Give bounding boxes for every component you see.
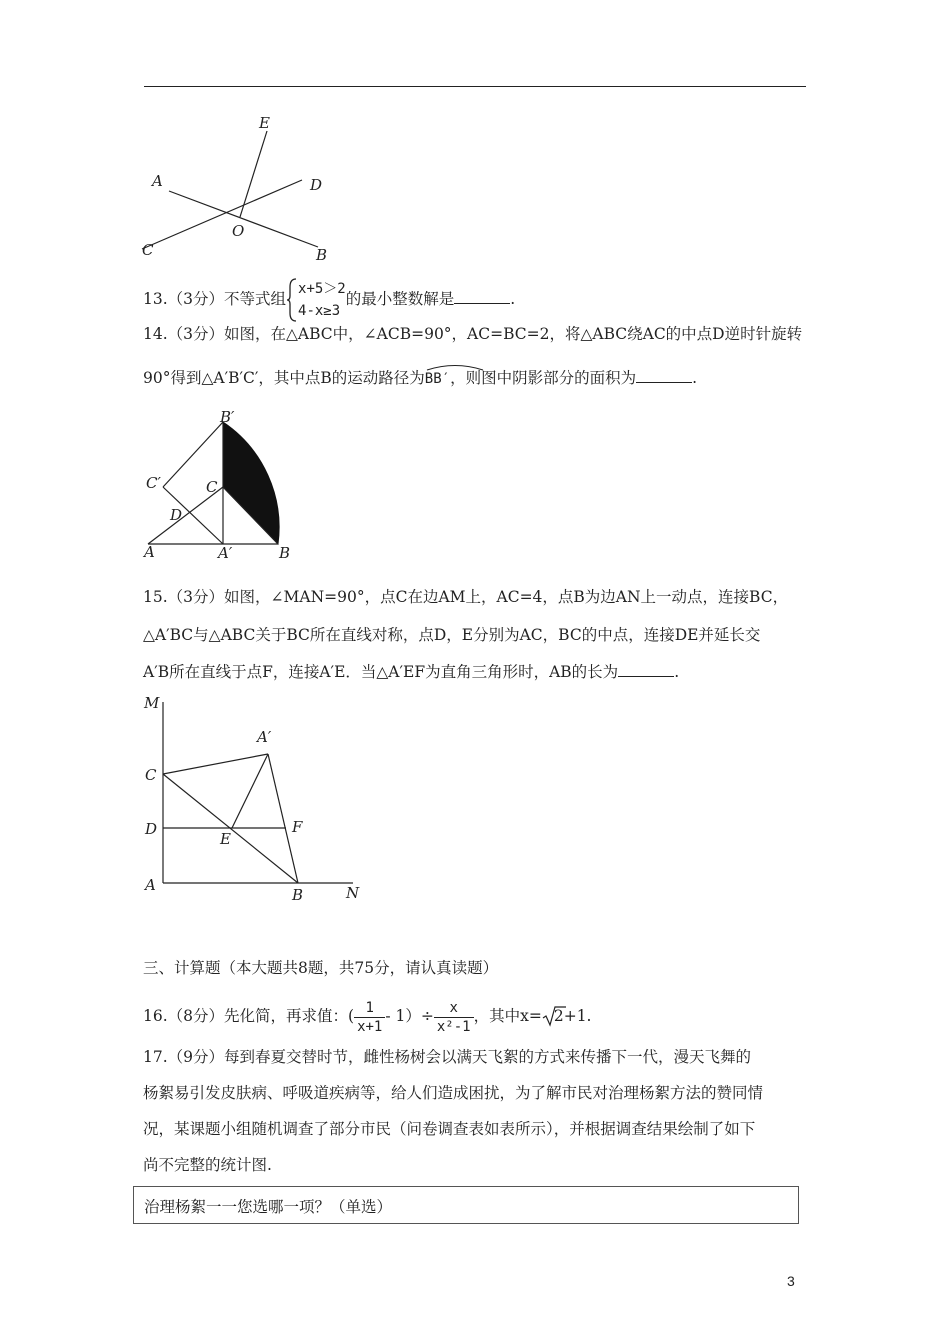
- fraction-2: [434, 999, 474, 1036]
- label-A: A: [145, 876, 156, 894]
- fraction-2-den: x²-1: [436, 1018, 471, 1035]
- q17-line2: 杨絮易引发皮肤病、呼吸道疾病等，给人们造成困扰，为了解市民对治理杨絮方法的赞同情: [143, 1084, 764, 1102]
- segment-c-ap: [163, 754, 268, 774]
- fraction-1-num: 1: [354, 999, 385, 1018]
- label-E: E: [220, 830, 231, 848]
- sqrt-expression: [542, 994, 564, 1038]
- fraction-1-den: x+1: [357, 1018, 383, 1035]
- q15-text: A′B所在直线于点F，连接A′E．当△A′EF为直角三角形时，AB的长为: [143, 663, 619, 681]
- header-rule: [144, 86, 806, 87]
- label-D: D: [145, 820, 158, 838]
- q13-suffix: 的最小整数解是: [345, 290, 455, 308]
- label-C: C: [142, 241, 154, 259]
- q15-line2: △A′BC与△ABC关于BC所在直线对称，点D，E分别为AC，BC的中点，连接DE并延长交: [143, 626, 761, 644]
- arc-bb: [425, 369, 450, 389]
- q16-prefix: 16.（8分）先化简，再求值：(: [143, 1007, 355, 1025]
- brace-icon: [286, 277, 298, 323]
- label-Aprime: A′: [257, 728, 272, 746]
- label-D: D: [310, 176, 323, 194]
- label-E: E: [259, 114, 270, 132]
- label-O: O: [232, 222, 245, 240]
- question-13: 13.（3分）不等式组 x+5＞2 4-x≥3 的最小整数解是 .: [143, 277, 515, 323]
- q14-text-b: ，则图中阴影部分的面积为: [450, 369, 637, 387]
- sqrt-radicand: 2: [553, 1007, 564, 1025]
- label-Bprime: B′: [220, 408, 235, 426]
- inequality-1: x+5＞2: [298, 281, 346, 297]
- label-N: N: [346, 884, 360, 902]
- answer-blank-15[interactable]: [618, 662, 674, 677]
- label-B: B: [316, 246, 328, 264]
- answer-blank-13[interactable]: [454, 289, 510, 304]
- ray-oe: [240, 131, 267, 217]
- shaded-region: [223, 422, 279, 544]
- label-F: F: [292, 818, 303, 836]
- line-co-od: [142, 180, 302, 249]
- label-D: D: [170, 506, 183, 524]
- sqrt-icon: [542, 1005, 566, 1027]
- survey-question: 治理杨絮一一您选哪一项？（单选）: [144, 1198, 393, 1216]
- survey-table: [133, 1186, 799, 1224]
- segment-ap-e: [232, 754, 268, 828]
- label-B: B: [292, 886, 304, 904]
- q14-line2: 90°得到△A′B′C′，其中点B的运动路径为 BB′，则图中阴影部分的面积为 .: [143, 368, 697, 389]
- q15-line3: A′B所在直线于点F，连接A′E．当△A′EF为直角三角形时，AB的长为 .: [143, 663, 680, 681]
- arc-label: BB′: [424, 371, 451, 387]
- label-C: C: [206, 478, 218, 496]
- q17-line3: 况，某课题小组随机调查了部分市民（问卷调查表如表所示），并根据调查结果绘制了如下: [143, 1120, 756, 1138]
- section-3-heading: 三、计算题（本大题共8题，共75分，请认真读题）: [143, 959, 499, 977]
- q15-line1: 15.（3分）如图，∠MAN=90°，点C在边AM上，AC=4，点B为边AN上一动点，连接BC，: [143, 588, 789, 606]
- label-B: B: [279, 544, 291, 562]
- label-Cprime: C′: [146, 474, 161, 492]
- q16-mid: - 1）÷: [385, 1007, 434, 1025]
- fraction-1: [354, 999, 385, 1036]
- label-M: M: [144, 694, 160, 712]
- label-C: C: [145, 766, 157, 784]
- q16-suffix-a: ，其中x=: [473, 1007, 542, 1025]
- label-Aprime: A′: [218, 544, 233, 562]
- figure-reflection: [138, 692, 368, 907]
- q17-line1: 17.（9分）每到春夏交替时节，雌性杨树会以满天飞絮的方式来传播下一代，漫天飞舞的: [143, 1048, 752, 1066]
- q17-line4: 尚不完整的统计图.: [143, 1156, 272, 1174]
- q13-prefix: 13.（3分）不等式组: [143, 290, 287, 308]
- q14-text-a: 90°得到△A′B′C′，其中点B的运动路径为: [143, 369, 425, 387]
- label-A: A: [144, 543, 155, 561]
- fraction-2-num: x: [434, 999, 474, 1018]
- answer-blank-14[interactable]: [636, 368, 692, 383]
- inequality-2: 4-x≥3: [298, 303, 341, 319]
- q14-line1: 14.（3分）如图，在△ABC中，∠ACB=90°，AC=BC=2，将△ABC绕AC的中点D逆时针旋转: [143, 325, 803, 343]
- question-16: [143, 994, 591, 1038]
- arc-icon: [425, 363, 485, 371]
- figure-rotation: [138, 408, 308, 563]
- inequality-system: [286, 277, 346, 323]
- page-number: 3: [787, 1273, 795, 1289]
- figure-angles: [135, 108, 345, 268]
- q16-suffix-b: +1.: [563, 1007, 592, 1025]
- label-A: A: [152, 172, 163, 190]
